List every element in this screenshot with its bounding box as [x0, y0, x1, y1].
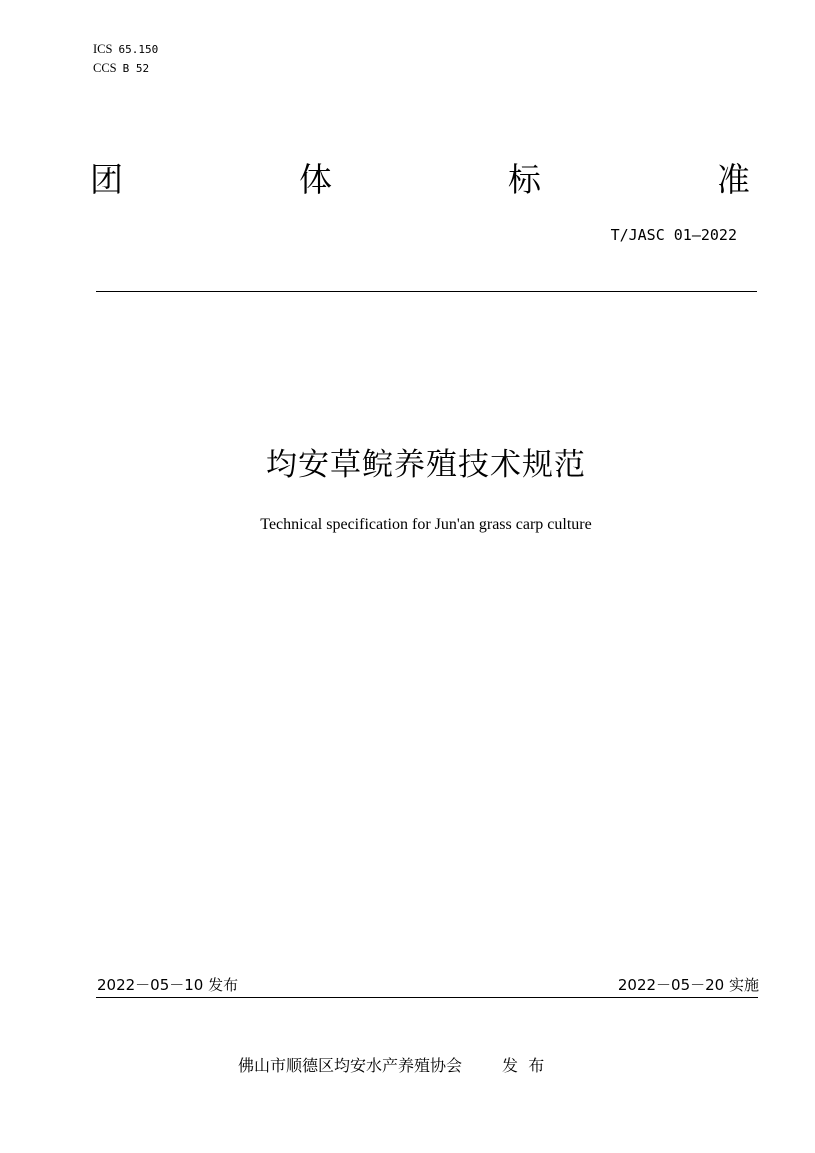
implementation-date: 2022－05－20 实施 [617, 976, 759, 994]
top-divider [96, 291, 757, 292]
standard-number: T/JASC 01—2022 [610, 226, 737, 244]
standard-type-char: 团 [90, 160, 123, 199]
ics-value: 65.150 [118, 43, 159, 56]
bottom-divider [96, 997, 758, 998]
ccs-value: B 52 [122, 62, 150, 75]
standard-type-char: 准 [717, 160, 750, 199]
publisher-name: 佛山市顺德区均安水产养殖协会 [238, 1056, 463, 1075]
standard-type-char: 标 [508, 160, 541, 199]
ics-line [93, 40, 158, 59]
publisher-line [238, 1054, 544, 1078]
document-title-cn: 均安草鲩养殖技术规范 [266, 447, 586, 483]
ccs-label: CCS [93, 61, 117, 75]
ccs-line [93, 59, 158, 78]
classification-codes [93, 40, 158, 78]
standard-type-heading [90, 158, 750, 202]
standard-type-char: 体 [299, 160, 332, 199]
publish-label: 发 布 [502, 1056, 545, 1075]
document-title-en: Technical specification for Jun'an grass carp culture [260, 516, 592, 533]
issue-date: 2022－05－10 发布 [97, 976, 239, 994]
ics-label: ICS [93, 42, 113, 56]
